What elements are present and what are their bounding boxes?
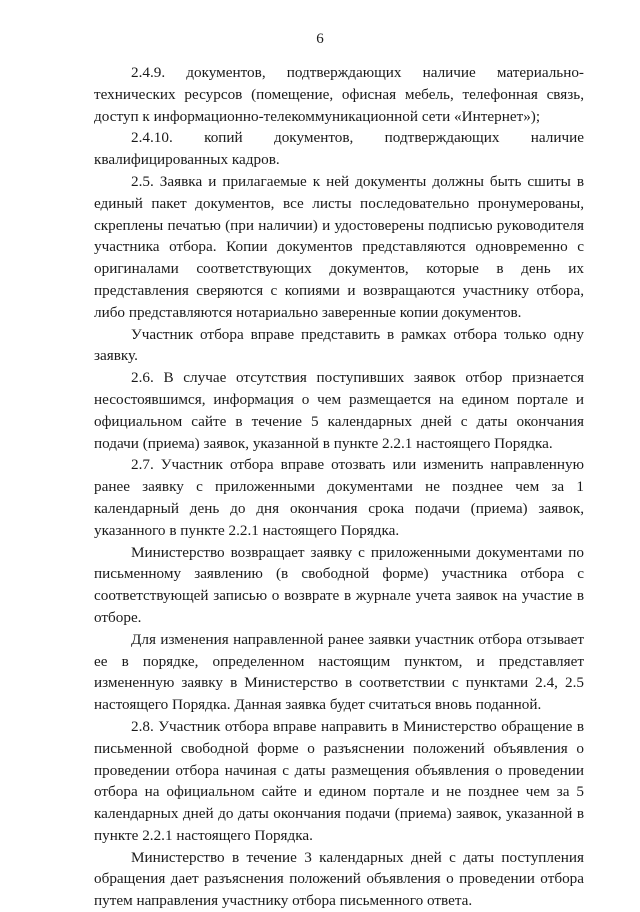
paragraph-2-5: 2.5. Заявка и прилагаемые к ней документы должны быть сшиты в единый пакет документов, все листы последовательно пронумерованы, скреплены печатью (при наличии) и удостоверены подписью руководителя участника отбора. Копии документов представляются одновременно с оригиналами соответствующих документов, которые в день их представления сверяются с копиями и возвращаются участнику отбора, либо представляются нотариально заверенные копии документов. [94, 172, 584, 321]
paragraph-2-6: 2.6. В случае отсутствия поступивших заявок отбор признается несостоявшимся, информация о чем размещается на едином портале и официальном сайте в течение 5 календарных дней с даты окончания подачи (приема) заявок, указанной в пункте 2.2.1 настоящего Порядка. [94, 369, 584, 452]
paragraph-2-7-change: Для изменения направленной ранее заявки участник отбора отзывает ее в порядке, определенном настоящим пунктом, и представляет измененную заявку в Министерство в соответствии с пунктами 2.4, 2.5 настоящего Порядка. Данная заявка будет считаться вновь поданной. [94, 630, 584, 714]
document-body [94, 62, 584, 912]
page-number: 6 [316, 31, 324, 47]
paragraph-2-7: 2.7. Участник отбора вправе отозвать или изменить направленную ранее заявку с приложенными документами не позднее чем за 1 календарный день до дня окончания срока подачи (приема) заявок, указанного в пункте 2.2.1 настоящего Порядка. [94, 456, 584, 539]
paragraph-2-7-return: Министерство возвращает заявку с приложенными документами по письменному заявлению (в свободной форме) участника отбора с соответствующей записью о возврате в журнале учета заявок на участие в отборе. [94, 543, 584, 626]
paragraph-2-8: 2.8. Участник отбора вправе направить в Министерство обращение в письменной свободной форме о разъяснении положений объявления о проведении отбора начиная с даты размещения объявления о проведении отбора на официальном сайте и едином портале и не позднее чем за 5 календарных дней до даты окончания подачи (приема) заявок, указанной в пункте 2.2.1 настоящего Порядка. [94, 717, 584, 844]
paragraph-2-4-9: 2.4.9. документов, подтверждающих наличие материально-технических ресурсов (помещение, офисная мебель, телефонная связь, доступ к информационно-телекоммуникационной сети «Интернет»); [94, 64, 584, 125]
paragraph-2-5-single-application: Участник отбора вправе представить в рамках отбора только одну заявку. [94, 325, 584, 365]
paragraph-2-4-10: 2.4.10. копий документов, подтверждающих наличие квалифицированных кадров. [94, 129, 584, 169]
paragraph-2-8-response: Министерство в течение 3 календарных дней с даты поступления обращения дает разъяснения положений объявления о проведении отбора путем направления участнику отбора письменного ответа. [94, 848, 584, 910]
